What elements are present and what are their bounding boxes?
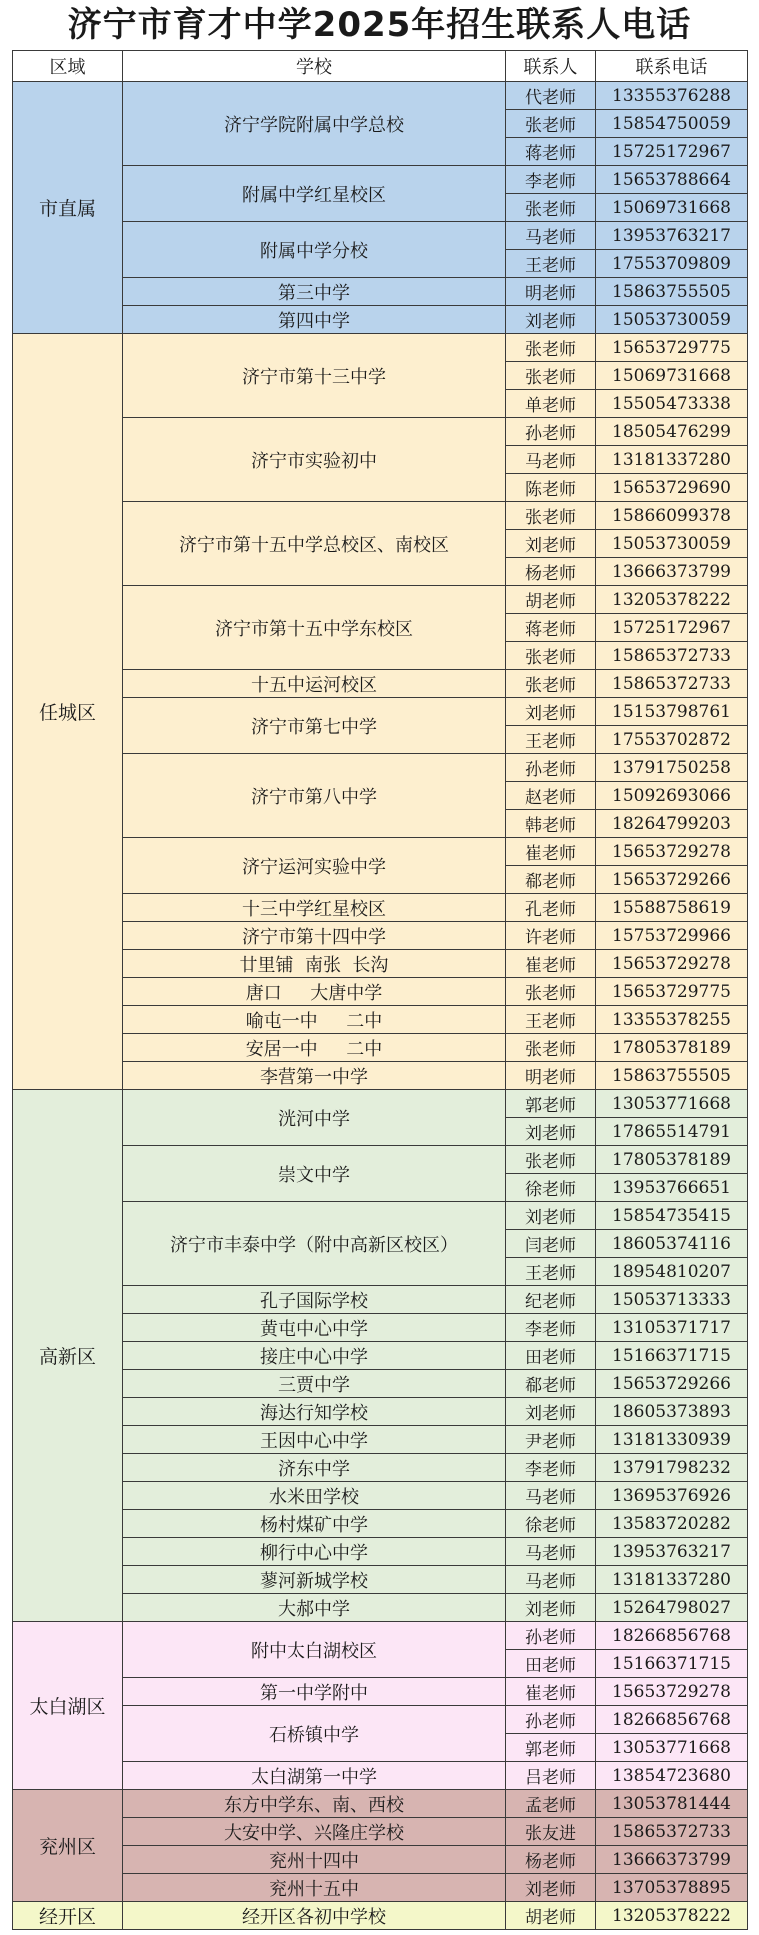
table-row xyxy=(13,166,748,194)
phone-number-cell[interactable]: 15153798761 xyxy=(596,698,748,726)
contact-person-cell: 张老师 xyxy=(506,1034,596,1062)
table-row xyxy=(13,1202,748,1230)
contact-person-cell: 张老师 xyxy=(506,194,596,222)
phone-number-cell[interactable]: 13355378255 xyxy=(596,1006,748,1034)
school-cell: 十三中学红星校区 xyxy=(123,894,506,922)
table-row xyxy=(13,1902,748,1930)
contact-person-cell: 马老师 xyxy=(506,1566,596,1594)
contact-person-cell: 蒋老师 xyxy=(506,138,596,166)
contact-table xyxy=(12,50,748,1930)
phone-number-cell[interactable]: 18605373893 xyxy=(596,1398,748,1426)
school-cell: 附属中学红星校区 xyxy=(123,166,506,222)
school-cell: 孔子国际学校 xyxy=(123,1286,506,1314)
contact-person-cell: 孔老师 xyxy=(506,894,596,922)
table-row xyxy=(13,1426,748,1454)
contact-person-cell: 闫老师 xyxy=(506,1230,596,1258)
table-row xyxy=(13,1482,748,1510)
contact-person-cell: 王老师 xyxy=(506,726,596,754)
contact-person-cell: 明老师 xyxy=(506,278,596,306)
contact-person-cell: 明老师 xyxy=(506,1062,596,1090)
school-cell: 第一中学附中 xyxy=(123,1678,506,1706)
school-cell: 石桥镇中学 xyxy=(123,1706,506,1762)
phone-number-cell[interactable]: 15053713333 xyxy=(596,1286,748,1314)
region-cell: 兖州区 xyxy=(13,1790,123,1902)
table-row xyxy=(13,1146,748,1174)
contact-person-cell: 张老师 xyxy=(506,1146,596,1174)
contact-person-cell: 张老师 xyxy=(506,670,596,698)
table-row xyxy=(13,278,748,306)
contact-person-cell: 陈老师 xyxy=(506,474,596,502)
phone-number-cell[interactable]: 13181330939 xyxy=(596,1426,748,1454)
contact-person-cell: 刘老师 xyxy=(506,1398,596,1426)
table-row xyxy=(13,82,748,110)
contact-person-cell: 刘老师 xyxy=(506,1594,596,1622)
contact-person-cell: 赵老师 xyxy=(506,782,596,810)
school-cell: 大郝中学 xyxy=(123,1594,506,1622)
phone-number-cell[interactable]: 15653729278 xyxy=(596,1678,748,1706)
contact-person-cell: 孙老师 xyxy=(506,1706,596,1734)
contact-person-cell: 胡老师 xyxy=(506,1902,596,1930)
phone-number-cell[interactable]: 13205378222 xyxy=(596,586,748,614)
table-row xyxy=(13,1818,748,1846)
contact-person-cell: 孟老师 xyxy=(506,1790,596,1818)
school-cell: 海达行知学校 xyxy=(123,1398,506,1426)
table-body xyxy=(13,82,748,1930)
table-row xyxy=(13,1762,748,1790)
contact-person-cell: 刘老师 xyxy=(506,1874,596,1902)
phone-number-cell[interactable]: 15865372733 xyxy=(596,642,748,670)
school-cell: 廿里铺 南张 长沟 xyxy=(123,950,506,978)
phone-number-cell[interactable]: 13181337280 xyxy=(596,1566,748,1594)
school-cell: 济宁运河实验中学 xyxy=(123,838,506,894)
school-cell: 杨村煤矿中学 xyxy=(123,1510,506,1538)
contact-person-cell: 刘老师 xyxy=(506,1118,596,1146)
phone-number-cell[interactable]: 17553709809 xyxy=(596,250,748,278)
region-cell: 任城区 xyxy=(13,334,123,1090)
school-cell: 兖州十四中 xyxy=(123,1846,506,1874)
contact-person-cell: 韩老师 xyxy=(506,810,596,838)
phone-number-cell[interactable]: 15865372733 xyxy=(596,1818,748,1846)
region-cell: 高新区 xyxy=(13,1090,123,1622)
phone-number-cell[interactable]: 15092693066 xyxy=(596,782,748,810)
phone-number-cell[interactable]: 15653729266 xyxy=(596,866,748,894)
school-cell: 济东中学 xyxy=(123,1454,506,1482)
school-cell: 大安中学、兴隆庄学校 xyxy=(123,1818,506,1846)
contact-person-cell: 刘老师 xyxy=(506,306,596,334)
contact-person-cell: 刘老师 xyxy=(506,530,596,558)
table-row xyxy=(13,978,748,1006)
school-cell: 附中太白湖校区 xyxy=(123,1622,506,1678)
contact-person-cell: 马老师 xyxy=(506,1538,596,1566)
phone-number-cell[interactable]: 13666373799 xyxy=(596,1846,748,1874)
phone-number-cell[interactable]: 18266856768 xyxy=(596,1706,748,1734)
school-cell: 第三中学 xyxy=(123,278,506,306)
phone-number-cell[interactable]: 15069731668 xyxy=(596,194,748,222)
phone-number-cell[interactable]: 17805378189 xyxy=(596,1146,748,1174)
table-row xyxy=(13,1706,748,1734)
contact-person-cell: 胡老师 xyxy=(506,586,596,614)
table-row xyxy=(13,1006,748,1034)
phone-number-cell[interactable]: 15505473338 xyxy=(596,390,748,418)
contact-person-cell: 徐老师 xyxy=(506,1510,596,1538)
table-row xyxy=(13,1790,748,1818)
phone-number-cell[interactable]: 15053730059 xyxy=(596,530,748,558)
table-row xyxy=(13,1510,748,1538)
school-cell: 接庄中心中学 xyxy=(123,1342,506,1370)
phone-number-cell[interactable]: 15166371715 xyxy=(596,1650,748,1678)
table-row xyxy=(13,1398,748,1426)
table-row xyxy=(13,1538,748,1566)
table-row xyxy=(13,1594,748,1622)
table-row xyxy=(13,1454,748,1482)
phone-number-cell[interactable]: 13953766651 xyxy=(596,1174,748,1202)
table-row xyxy=(13,418,748,446)
school-cell: 水米田学校 xyxy=(123,1482,506,1510)
phone-number-cell[interactable]: 13355376288 xyxy=(596,82,748,110)
contact-person-cell: 杨老师 xyxy=(506,558,596,586)
phone-number-cell[interactable]: 15653729775 xyxy=(596,334,748,362)
phone-number-cell[interactable]: 15725172967 xyxy=(596,614,748,642)
phone-number-cell[interactable]: 13053781444 xyxy=(596,1790,748,1818)
region-cell: 经开区 xyxy=(13,1902,123,1930)
phone-number-cell[interactable]: 13953763217 xyxy=(596,1538,748,1566)
phone-number-cell[interactable]: 13953763217 xyxy=(596,222,748,250)
school-cell: 崇文中学 xyxy=(123,1146,506,1202)
school-cell: 蓼河新城学校 xyxy=(123,1566,506,1594)
contact-person-cell: 许老师 xyxy=(506,922,596,950)
table-row xyxy=(13,1678,748,1706)
school-cell: 济宁市第八中学 xyxy=(123,754,506,838)
school-cell: 李营第一中学 xyxy=(123,1062,506,1090)
header-region: 区域 xyxy=(13,51,123,82)
table-row xyxy=(13,1314,748,1342)
contact-person-cell: 张友进 xyxy=(506,1818,596,1846)
contact-person-cell: 蒋老师 xyxy=(506,614,596,642)
contact-person-cell: 田老师 xyxy=(506,1342,596,1370)
table-row xyxy=(13,1874,748,1902)
phone-number-cell[interactable]: 15866099378 xyxy=(596,502,748,530)
phone-number-cell[interactable]: 18954810207 xyxy=(596,1258,748,1286)
phone-number-cell[interactable]: 15854735415 xyxy=(596,1202,748,1230)
phone-number-cell[interactable]: 15854750059 xyxy=(596,110,748,138)
contact-person-cell: 王老师 xyxy=(506,1006,596,1034)
table-row xyxy=(13,894,748,922)
contact-person-cell: 马老师 xyxy=(506,222,596,250)
contact-person-cell: 崔老师 xyxy=(506,950,596,978)
contact-person-cell: 李老师 xyxy=(506,166,596,194)
contact-person-cell: 王老师 xyxy=(506,250,596,278)
phone-number-cell[interactable]: 15653729278 xyxy=(596,950,748,978)
school-cell: 太白湖第一中学 xyxy=(123,1762,506,1790)
table-row xyxy=(13,1090,748,1118)
school-cell: 济宁学院附属中学总校 xyxy=(123,82,506,166)
phone-number-cell[interactable]: 13705378895 xyxy=(596,1874,748,1902)
table-row xyxy=(13,698,748,726)
table-row xyxy=(13,838,748,866)
phone-number-cell[interactable]: 13205378222 xyxy=(596,1902,748,1930)
contact-person-cell: 吕老师 xyxy=(506,1762,596,1790)
contact-person-cell: 张老师 xyxy=(506,978,596,1006)
contact-person-cell: 郭老师 xyxy=(506,1734,596,1762)
phone-number-cell[interactable]: 17553702872 xyxy=(596,726,748,754)
contact-person-cell: 孙老师 xyxy=(506,754,596,782)
contact-person-cell: 杨老师 xyxy=(506,1846,596,1874)
table-row xyxy=(13,334,748,362)
phone-number-cell[interactable]: 13791750258 xyxy=(596,754,748,782)
phone-number-cell[interactable]: 18605374116 xyxy=(596,1230,748,1258)
contact-person-cell: 徐老师 xyxy=(506,1174,596,1202)
table-row xyxy=(13,922,748,950)
contact-person-cell: 刘老师 xyxy=(506,1202,596,1230)
header-phone: 联系电话 xyxy=(596,51,748,82)
contact-person-cell: 纪老师 xyxy=(506,1286,596,1314)
phone-number-cell[interactable]: 15653729690 xyxy=(596,474,748,502)
contact-person-cell: 张老师 xyxy=(506,110,596,138)
region-cell: 太白湖区 xyxy=(13,1622,123,1790)
contact-person-cell: 张老师 xyxy=(506,642,596,670)
school-cell: 济宁市丰泰中学（附中高新区校区） xyxy=(123,1202,506,1286)
phone-number-cell[interactable]: 15653788664 xyxy=(596,166,748,194)
table-row xyxy=(13,950,748,978)
phone-number-cell[interactable]: 15166371715 xyxy=(596,1342,748,1370)
header-school: 学校 xyxy=(123,51,506,82)
contact-person-cell: 马老师 xyxy=(506,1482,596,1510)
school-cell: 第四中学 xyxy=(123,306,506,334)
school-cell: 经开区各初中学校 xyxy=(123,1902,506,1930)
table-row xyxy=(13,754,748,782)
table-row xyxy=(13,1846,748,1874)
phone-number-cell[interactable]: 15865372733 xyxy=(596,670,748,698)
table-row xyxy=(13,1370,748,1398)
contact-person-cell: 张老师 xyxy=(506,334,596,362)
school-cell: 附属中学分校 xyxy=(123,222,506,278)
phone-number-cell[interactable]: 13181337280 xyxy=(596,446,748,474)
school-cell: 兖州十五中 xyxy=(123,1874,506,1902)
school-cell: 唐口 大唐中学 xyxy=(123,978,506,1006)
school-cell: 济宁市第十四中学 xyxy=(123,922,506,950)
school-cell: 十五中运河校区 xyxy=(123,670,506,698)
table-header-row xyxy=(13,51,748,82)
phone-number-cell[interactable]: 18505476299 xyxy=(596,418,748,446)
contact-person-cell: 崔老师 xyxy=(506,1678,596,1706)
phone-number-cell[interactable]: 15863755505 xyxy=(596,278,748,306)
school-cell: 济宁市实验初中 xyxy=(123,418,506,502)
contact-person-cell: 李老师 xyxy=(506,1454,596,1482)
contact-person-cell: 张老师 xyxy=(506,362,596,390)
contact-person-cell: 刘老师 xyxy=(506,698,596,726)
table-row xyxy=(13,1622,748,1650)
school-cell: 济宁市第七中学 xyxy=(123,698,506,754)
school-cell: 柳行中心中学 xyxy=(123,1538,506,1566)
table-row xyxy=(13,586,748,614)
phone-number-cell[interactable]: 15653729266 xyxy=(596,1370,748,1398)
table-row xyxy=(13,222,748,250)
phone-number-cell[interactable]: 15069731668 xyxy=(596,362,748,390)
table-row xyxy=(13,1062,748,1090)
contact-person-cell: 马老师 xyxy=(506,446,596,474)
contact-person-cell: 崔老师 xyxy=(506,838,596,866)
region-cell: 市直属 xyxy=(13,82,123,334)
contact-person-cell: 王老师 xyxy=(506,1258,596,1286)
contact-person-cell: 孙老师 xyxy=(506,418,596,446)
phone-number-cell[interactable]: 13695376926 xyxy=(596,1482,748,1510)
school-cell: 济宁市第十三中学 xyxy=(123,334,506,418)
phone-number-cell[interactable]: 15725172967 xyxy=(596,138,748,166)
phone-number-cell[interactable]: 13666373799 xyxy=(596,558,748,586)
phone-number-cell[interactable]: 17865514791 xyxy=(596,1118,748,1146)
page-title: 济宁市育才中学2025年招生联系人电话 xyxy=(67,5,692,45)
contact-person-cell: 单老师 xyxy=(506,390,596,418)
phone-number-cell[interactable]: 15053730059 xyxy=(596,306,748,334)
phone-number-cell[interactable]: 15653729278 xyxy=(596,838,748,866)
phone-number-cell[interactable]: 15264798027 xyxy=(596,1594,748,1622)
contact-person-cell: 郭老师 xyxy=(506,1090,596,1118)
school-cell: 黄屯中心中学 xyxy=(123,1314,506,1342)
table-row xyxy=(13,670,748,698)
contact-person-cell: 尹老师 xyxy=(506,1426,596,1454)
table-row xyxy=(13,1034,748,1062)
phone-number-cell[interactable]: 13791798232 xyxy=(596,1454,748,1482)
phone-number-cell[interactable]: 18264799203 xyxy=(596,810,748,838)
contact-person-cell: 张老师 xyxy=(506,502,596,530)
phone-number-cell[interactable]: 15588758619 xyxy=(596,894,748,922)
phone-number-cell[interactable]: 15653729775 xyxy=(596,978,748,1006)
contact-person-cell: 李老师 xyxy=(506,1314,596,1342)
school-cell: 济宁市第十五中学总校区、南校区 xyxy=(123,502,506,586)
phone-number-cell[interactable]: 18266856768 xyxy=(596,1622,748,1650)
school-cell: 三贾中学 xyxy=(123,1370,506,1398)
phone-number-cell[interactable]: 13053771668 xyxy=(596,1734,748,1762)
school-cell: 济宁市第十五中学东校区 xyxy=(123,586,506,670)
contact-person-cell: 田老师 xyxy=(506,1650,596,1678)
phone-number-cell[interactable]: 13053771668 xyxy=(596,1090,748,1118)
school-cell: 洸河中学 xyxy=(123,1090,506,1146)
phone-number-cell[interactable]: 13854723680 xyxy=(596,1762,748,1790)
phone-number-cell[interactable]: 15753729966 xyxy=(596,922,748,950)
contact-person-cell: 代老师 xyxy=(506,82,596,110)
table-row xyxy=(13,502,748,530)
phone-number-cell[interactable]: 13105371717 xyxy=(596,1314,748,1342)
phone-number-cell[interactable]: 17805378189 xyxy=(596,1034,748,1062)
school-cell: 王因中心中学 xyxy=(123,1426,506,1454)
phone-number-cell[interactable]: 13583720282 xyxy=(596,1510,748,1538)
table-row xyxy=(13,306,748,334)
school-cell: 东方中学东、南、西校 xyxy=(123,1790,506,1818)
contact-person-cell: 孙老师 xyxy=(506,1622,596,1650)
contact-person-cell: 郗老师 xyxy=(506,1370,596,1398)
table-row xyxy=(13,1286,748,1314)
table-row xyxy=(13,1342,748,1370)
table-row xyxy=(13,1566,748,1594)
contact-person-cell: 郗老师 xyxy=(506,866,596,894)
header-contact: 联系人 xyxy=(506,51,596,82)
school-cell: 安居一中 二中 xyxy=(123,1034,506,1062)
school-cell: 喻屯一中 二中 xyxy=(123,1006,506,1034)
phone-number-cell[interactable]: 15863755505 xyxy=(596,1062,748,1090)
